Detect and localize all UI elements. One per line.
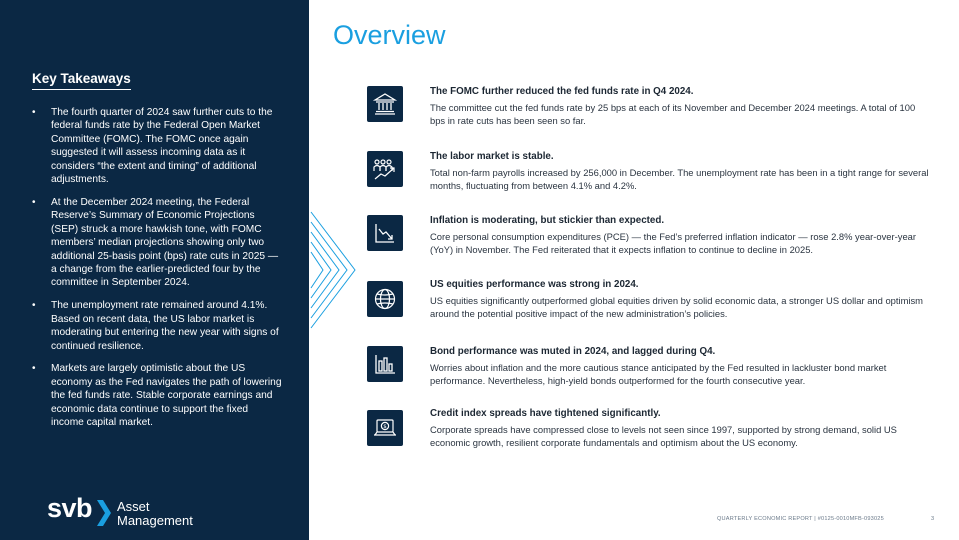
logo-line-asset: Asset [117, 499, 150, 514]
item-body: The committee cut the fed funds rate by 25 bps at each of its November and December 2024 meetings. A total of 100 bps in rate cuts has been seen so far. [430, 102, 916, 126]
bank-building-icon [367, 86, 403, 122]
logo-text [117, 500, 193, 527]
people-growth-icon [367, 151, 403, 187]
key-takeaways-heading: Key Takeaways [32, 71, 131, 90]
page-number: 3 [931, 516, 935, 522]
item-title: The labor market is stable. [430, 151, 554, 162]
takeaway-bullet: • The unemployment rate remained around 4.1%. Based on recent data, the US labor market is moderating but entering the new year with signs of continued resilience. [32, 299, 282, 353]
item-title: Bond performance was muted in 2024, and lagged during Q4. [430, 346, 716, 357]
decorative-chevrons-icon [309, 210, 359, 330]
logo-brand: svb [47, 493, 93, 523]
takeaway-bullet: • Markets are largely optimistic about the US economy as the Fed navigates the path of lowering the fed funds rate. Stable corporate earnings and economic data continue to support the fixed income capital market. [32, 362, 282, 429]
key-takeaways-panel [0, 0, 309, 540]
item-body: Corporate spreads have compressed close to levels not seen since 1997, supported by strong demand, solid US economic growth, resilient corporate fundamentals and optimism about the US economy. [430, 424, 897, 448]
declining-chart-icon [367, 215, 403, 251]
laptop-dollar-icon [367, 410, 403, 446]
logo-line-management: Management [117, 512, 193, 528]
takeaway-bullet: • At the December 2024 meeting, the Federal Reserve’s Summary of Economic Projections (SEP) struck a more hawkish tone, with FOMC members’ median projections showing only two additional 25-basis point (bps) rate cuts in 2025 — a change from the earlier-predicted four by the committee in September 2024. [32, 196, 282, 290]
globe-icon [367, 281, 403, 317]
item-body: Core personal consumption expenditures (PCE) — the Fed’s preferred inflation indicator — rose 2.8% year-over-year (YoY) in November. The Fed reiterated that it expects inflation to continue to decline in 2025. [430, 231, 916, 255]
item-title: The FOMC further reduced the fed funds rate in Q4 2024. [430, 86, 694, 97]
item-body: Total non-farm payrolls increased by 256,000 in December. The unemployment rate has been in a tight range for several months, fluctuating from between 4.1% and 4.2%. [430, 167, 929, 191]
item-body: US equities significantly outperformed global equities driven by solid economic data, a stronger US dollar and optimism around the potential positive impact of the new administration’s policies. [430, 295, 923, 319]
footer-report-id: QUARTERLY ECONOMIC REPORT | #0125-0010MFB-093025 [717, 516, 884, 522]
item-title: Credit index spreads have tightened significantly. [430, 408, 661, 419]
item-title: Inflation is moderating, but stickier than expected. [430, 215, 665, 226]
logo-chevron-icon [97, 500, 111, 526]
item-title: US equities performance was strong in 2024. [430, 279, 639, 290]
svg-text:$: $ [383, 424, 387, 431]
bar-chart-icon [367, 346, 403, 382]
item-body: Worries about inflation and the more cautious stance anticipated by the Fed resulted in lackluster bond market performance. Nevertheless, high-yield bonds outperformed for the fourth consecutive year. [430, 362, 887, 386]
page-title: Overview [333, 20, 446, 50]
takeaway-bullet: • The fourth quarter of 2024 saw further cuts to the federal funds rate by the Federal Open Market Committee (FOMC). The FOMC once again suggested it will assess incoming data as it considers “the extent and timing” of additional adjustments. [32, 106, 282, 186]
key-takeaways-list [32, 106, 282, 439]
